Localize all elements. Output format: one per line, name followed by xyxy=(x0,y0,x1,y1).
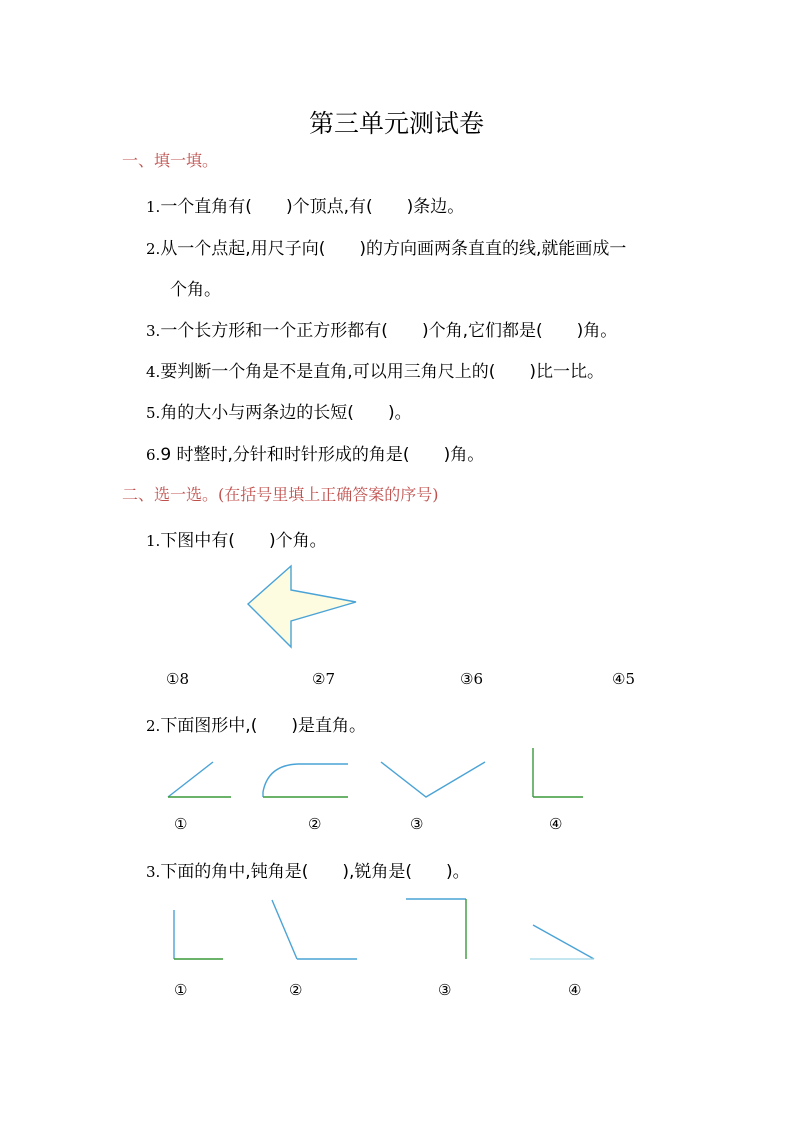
question-number: 2. xyxy=(146,240,161,258)
arrow-figure xyxy=(248,566,356,647)
q3-option-3: ③ xyxy=(438,981,452,999)
q3-option-2: ② xyxy=(289,981,303,999)
q2-option-3: ③ xyxy=(410,815,424,833)
question-number: 3. xyxy=(146,322,161,340)
question-text: 下图中有( )个角。 xyxy=(160,531,327,551)
q3-figure-2 xyxy=(272,900,357,959)
q2-figure-2 xyxy=(263,764,348,797)
question-text: 一个直角有( )个顶点,有( )条边。 xyxy=(160,197,465,217)
q3-option-1: ① xyxy=(174,981,188,999)
q2-option-2: ② xyxy=(308,815,322,833)
question-text: 下面图形中,( )是直角。 xyxy=(160,716,366,736)
question-number: 6. xyxy=(146,446,161,464)
question-text: 下面的角中,钝角是( ),锐角是( )。 xyxy=(160,862,470,882)
section-heading-choose: 二、选一选。(在括号里填上正确答案的序号) xyxy=(122,485,439,504)
question-text: 从一个点起,用尺子向( )的方向画两条直直的线,就能画成一 xyxy=(160,239,627,259)
q1-option-2: ②7 xyxy=(312,670,335,688)
q1-option-1: ①8 xyxy=(166,670,189,688)
q2-option-4: ④ xyxy=(549,815,563,833)
q2-figure-3 xyxy=(381,762,485,797)
page-title: 第三单元测试卷 xyxy=(308,109,484,138)
q2-option-1: ① xyxy=(174,815,188,833)
question-number: 3. xyxy=(146,863,161,881)
question-number: 4. xyxy=(146,363,161,381)
q2-figure-1 xyxy=(168,762,231,797)
choose-question-2 xyxy=(146,711,366,736)
question-number: 1. xyxy=(146,198,161,216)
question-number: 1. xyxy=(146,532,161,550)
question-text: 9 时整时,分针和时针形成的角是( )角。 xyxy=(160,445,485,465)
q3-figure-3 xyxy=(406,899,466,959)
q3-figure-1 xyxy=(174,910,223,959)
q3-figure-4 xyxy=(530,925,594,959)
fill-question-2-continued: 个角。 xyxy=(170,280,221,300)
question-number: 2. xyxy=(146,717,161,735)
choose-question-3 xyxy=(146,857,470,882)
question-text: 要判断一个角是不是直角,可以用三角尺上的( )比一比。 xyxy=(160,362,604,382)
q2-figure-4 xyxy=(533,748,583,797)
question-text: 角的大小与两条边的长短( )。 xyxy=(160,403,412,423)
question-number: 5. xyxy=(146,404,161,422)
q1-option-3: ③6 xyxy=(460,670,483,688)
q1-option-4: ④5 xyxy=(612,670,635,688)
question-text: 一个长方形和一个正方形都有( )个角,它们都是( )角。 xyxy=(160,321,618,341)
section-heading-fill: 一、填一填。 xyxy=(122,151,219,170)
q3-option-4: ④ xyxy=(568,981,582,999)
